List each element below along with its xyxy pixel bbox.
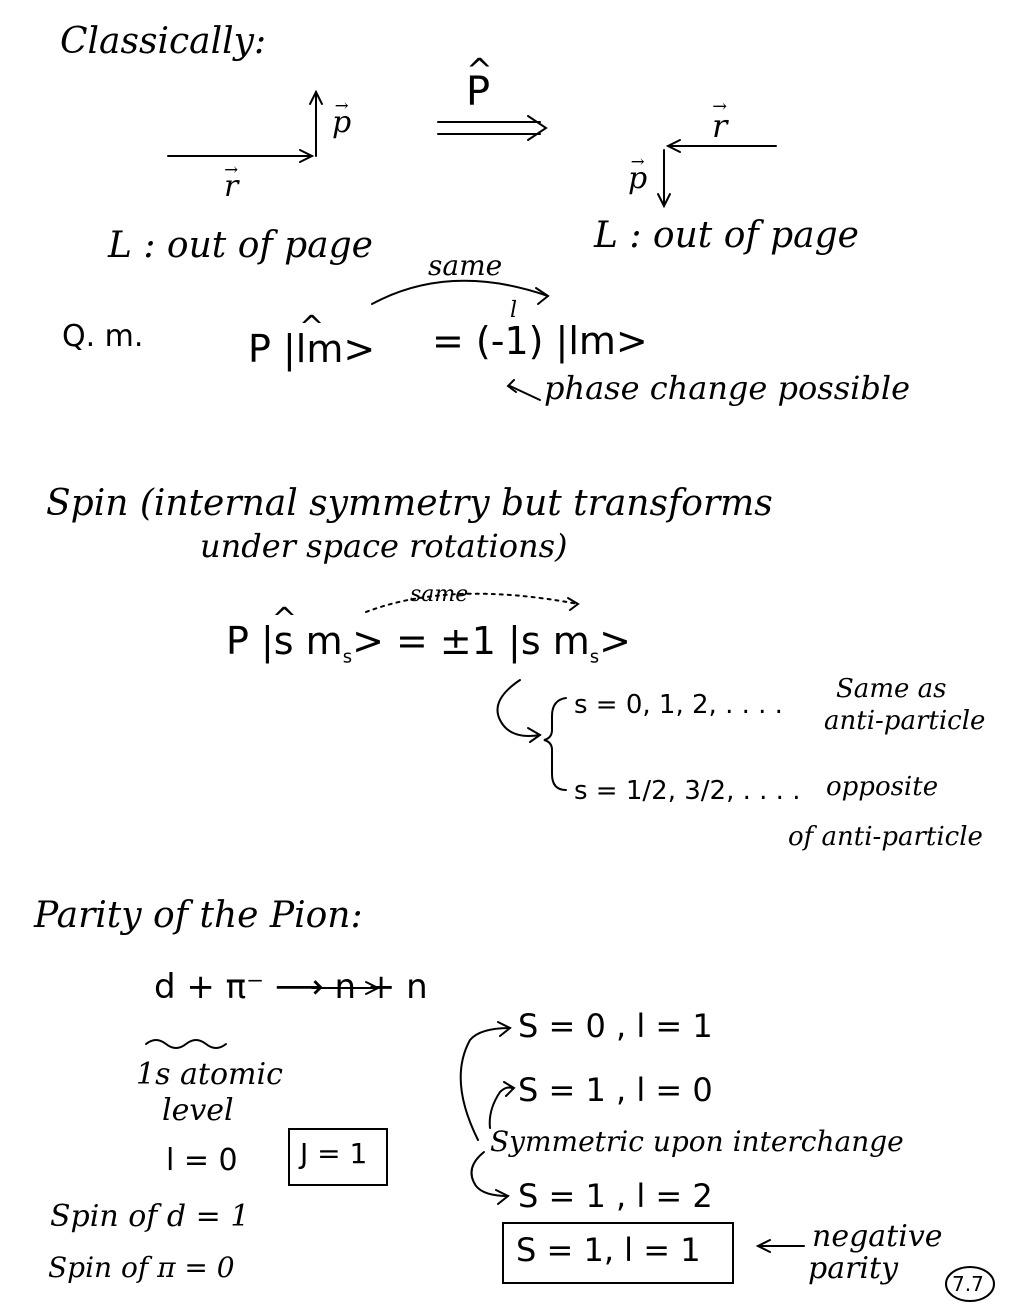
qm-equation-rhs: = (-1) |lm> [432,319,648,363]
spin-of-deuteron: Spin of d = 1 [50,1199,250,1234]
page-number: 7.7 [952,1272,984,1296]
spin-case-half-note1: opposite [826,772,939,802]
negative-parity-line1: negative [812,1219,943,1254]
negative-parity-line2: parity [808,1251,899,1286]
orbital-l-zero: l = 0 [166,1143,238,1178]
spin-case-half-note2: of anti-particle [788,822,983,852]
atomic-level-line2: level [162,1093,234,1128]
spin-equation: ^ P |s $m_s> = \pm 1$ |s $m_s>$ [226,622,631,667]
phase-change-note: phase change possible [544,369,910,407]
spin-case-integer: s = 0, 1, 2, . . . . [574,690,783,720]
answer-s1-l1: S = 1, l = 1 [516,1231,701,1269]
qm-equation-lhs: ^ P |lm> [248,330,375,368]
p-vector-label: → p [332,108,351,138]
angular-momentum-left: L : out of page [108,225,373,266]
classically-heading: Classically: [60,21,267,62]
option-s1-l2: S = 1 , l = 2 [518,1177,713,1215]
r-vector-label: → r [224,172,238,202]
qm-exponent: l [510,298,518,323]
p-vector-label-right: → p [628,164,647,194]
spin-case-integer-note1: Same as [836,674,947,704]
spin-heading-line2: under space rotations) [200,527,568,565]
pion-reaction: d + π⁻ ⟶ n + n [154,967,428,1007]
atomic-level-line1: 1s atomic [136,1057,283,1092]
spin-case-integer-note2: anti-particle [824,706,986,736]
r-vector-label-right: → r [712,110,727,142]
qm-label: Q. m. [62,319,144,354]
spin-heading-line1: Spin (internal symmetry but transforms [46,483,773,524]
option-s0-l1: S = 0 , l = 1 [518,1007,713,1045]
spin-of-pion: Spin of π = 0 [48,1251,235,1284]
option-s1-l0: S = 1 , l = 0 [518,1071,713,1109]
parity-operator-label: ^ P [466,72,490,112]
spin-same-label: same [410,582,469,607]
same-label: same [428,249,503,282]
pion-heading: Parity of the Pion: [34,895,363,936]
angular-momentum-right: L : out of page [594,215,859,256]
spin-case-half: s = 1/2, 3/2, . . . . [574,776,801,806]
total-j-label: J = 1 [300,1137,368,1170]
symmetric-interchange-note: Symmetric upon interchange [490,1125,904,1158]
